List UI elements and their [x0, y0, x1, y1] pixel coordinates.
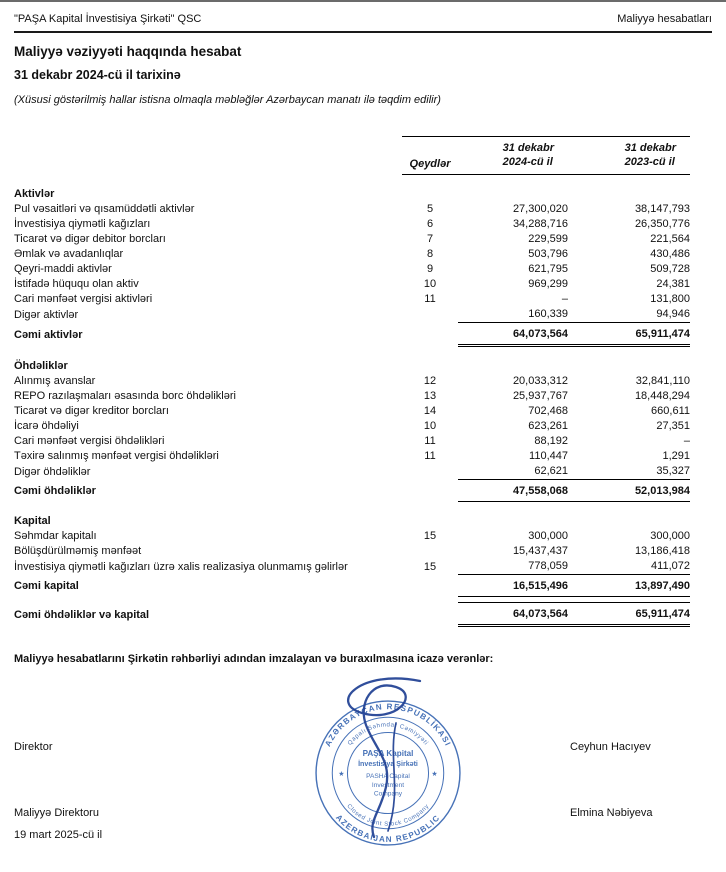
value-2023: 221,564 — [650, 233, 690, 246]
value-2024: 229,599 — [528, 233, 568, 246]
statement-table — [14, 136, 690, 627]
table-row — [14, 574, 690, 596]
signature-area — [14, 669, 712, 845]
table-row — [14, 544, 690, 559]
signatory-role: Maliyyə Direktoru — [14, 806, 99, 819]
row-label: Bölüşdürülməmiş mənfəət — [14, 545, 142, 558]
stamp-center-line: Company — [373, 789, 403, 797]
row-label: Digər öhdəliklər — [14, 465, 91, 478]
value-2024: 27,300,020 — [512, 203, 568, 216]
stamp-center-line: İnvestisiya Şirkəti — [358, 759, 418, 768]
signatory-name: Elmina Nəbiyeva — [570, 806, 653, 819]
value-2024: 503,796 — [528, 248, 568, 261]
value-2024: 110,447 — [529, 450, 568, 463]
value-2023: 13,186,418 — [634, 545, 690, 558]
note-reference — [402, 322, 458, 345]
note-reference: 8 — [426, 248, 434, 261]
table-row — [14, 277, 690, 292]
table-row — [14, 232, 690, 247]
row-label: Ticarət və digər kreditor borcları — [14, 405, 169, 418]
table-row — [14, 464, 690, 480]
stamp-star-icon: ★ — [338, 769, 345, 778]
note-reference: 12 — [423, 375, 437, 388]
value-2023: 13,897,490 — [568, 574, 690, 596]
section-title-row — [14, 174, 690, 202]
section-title: Öhdəliklər — [14, 359, 68, 372]
note-reference: 15 — [423, 560, 437, 573]
note-reference — [402, 602, 458, 625]
stamp-ring-bottom-text: AZERBAIJAN REPUBLIC — [334, 812, 442, 844]
row-label: Cəmi öhdəliklər — [14, 485, 96, 498]
value-2024: – — [561, 293, 568, 306]
table-row — [14, 292, 690, 307]
column-header-2023-line1: 31 dekabr — [624, 142, 676, 154]
row-label: İstifadə hüququ olan aktiv — [14, 278, 139, 291]
signatory-role: Direktor — [14, 740, 53, 753]
note-reference: 11 — [424, 293, 436, 306]
stamp-inner-bottom-text: Closed Joint Stock Company — [345, 802, 431, 828]
row-label: Alınmış avanslar — [14, 375, 96, 388]
value-2023: 430,486 — [650, 248, 690, 261]
stamp-center-line: PAŞA Kapital — [362, 748, 414, 758]
currency-note: (Xüsusi göstərilmiş hallar istisna olmaqla məbləğlər Azərbaycan manatı ilə təqdim edilir) — [14, 94, 441, 106]
value-2023: – — [683, 435, 690, 448]
row-label: Ticarət və digər debitor borcları — [14, 233, 166, 246]
row-label: Pul vəsaitləri və qısamüddətli aktivlər — [14, 203, 195, 216]
table-row — [14, 247, 690, 262]
row-label: Digər aktivlər — [14, 308, 79, 321]
table-row — [14, 529, 690, 544]
signatory-name: Ceyhun Hacıyev — [570, 740, 651, 753]
row-label: REPO razılaşmaları əsasında borc öhdəlikləri — [14, 390, 236, 403]
table-row — [14, 404, 690, 419]
table-row — [14, 559, 690, 575]
column-header-2024 — [458, 137, 568, 175]
table-row — [14, 479, 690, 501]
row-label: Cari mənfəət vergisi öhdəlikləri — [14, 435, 165, 448]
note-reference — [402, 544, 458, 559]
value-2023: 65,911,474 — [568, 602, 690, 625]
table-row — [14, 449, 690, 464]
authorization-note: Maliyyə hesabatlarını Şirkətin rəhbərliyi adından imzalayan və buraxılmasına icazə verənlər: — [14, 652, 494, 665]
value-2023: 35,327 — [656, 465, 690, 478]
value-2024: 969,299 — [528, 278, 568, 291]
note-reference: 5 — [426, 203, 434, 216]
header-spacer — [14, 137, 402, 175]
note-reference — [402, 479, 458, 501]
note-reference: 11 — [424, 435, 436, 448]
value-2024: 621,795 — [528, 263, 568, 276]
column-header-2024-line2: 2024-cü il — [502, 156, 553, 169]
statement-title: Maliyyə vəziyyəti haqqında hesabat — [14, 44, 242, 59]
value-2024: 88,192 — [534, 435, 568, 448]
note-reference: 13 — [423, 390, 437, 403]
table-row — [14, 419, 690, 434]
value-2023: 660,611 — [651, 405, 690, 418]
note-reference: 10 — [423, 278, 437, 291]
table-row — [14, 262, 690, 277]
value-2023: 65,911,474 — [568, 322, 690, 345]
section-title: Aktivlər — [14, 187, 55, 200]
value-2023: 411,072 — [651, 560, 690, 573]
value-2023: 38,147,793 — [634, 203, 690, 216]
value-2023: 509,728 — [650, 263, 690, 276]
value-2023: 52,013,984 — [568, 479, 690, 501]
company-name: "PAŞA Kapital İnvestisiya Şirkəti" QSC — [14, 13, 202, 25]
table-header-row — [14, 137, 690, 175]
statement-date-subtitle: 31 dekabr 2024-cü il tarixinə — [14, 68, 181, 82]
value-2023: 18,448,294 — [634, 390, 690, 403]
row-label: İcarə öhdəliyi — [14, 420, 79, 433]
row-label: Əmlak və avadanlıqlar — [14, 248, 124, 261]
value-2024: 778,059 — [528, 560, 568, 573]
value-2023: 300,000 — [650, 530, 690, 543]
value-2024: 15,437,437 — [512, 545, 568, 558]
row-label: Cəmi kapital — [14, 580, 79, 593]
value-2024: 20,033,312 — [512, 375, 568, 388]
value-2023: 27,351 — [656, 420, 690, 433]
table-row — [14, 434, 690, 449]
value-2023: 131,800 — [650, 293, 690, 306]
value-2024: 623,261 — [528, 420, 568, 433]
handwritten-signature — [300, 669, 490, 841]
stamp-ring-top-text: AZƏRBAYCAN RESPUBLİKASI — [323, 701, 453, 748]
value-2024: 300,000 — [528, 530, 568, 543]
value-2024: 16,515,496 — [458, 574, 568, 596]
value-2024: 47,558,068 — [458, 479, 568, 501]
value-2023: 94,946 — [656, 308, 690, 321]
row-label: Təxirə salınmış mənfəət vergisi öhdəlikləri — [14, 450, 219, 463]
statement-body — [14, 174, 690, 625]
value-2024: 160,339 — [528, 308, 568, 321]
row-label: Cəmi aktivlər — [14, 329, 83, 342]
table-row — [14, 307, 690, 323]
note-reference: 15 — [423, 530, 437, 543]
row-label: Səhmdar kapitalı — [14, 530, 97, 543]
stamp-star-icon: ★ — [431, 769, 438, 778]
table-row — [14, 389, 690, 404]
table-row — [14, 202, 690, 217]
note-reference: 11 — [424, 450, 436, 463]
header-section-label: Maliyyə hesabatları — [617, 13, 712, 25]
report-date: 19 mart 2025-cü il — [14, 828, 103, 841]
value-2024: 64,073,564 — [458, 322, 568, 345]
table-row — [14, 217, 690, 232]
value-2024: 64,073,564 — [458, 602, 568, 625]
section-title-row — [14, 345, 690, 374]
table-row — [14, 602, 690, 625]
table-row — [14, 374, 690, 389]
value-2024: 34,288,716 — [512, 218, 568, 231]
stamp-center-line: PASHA Capital — [366, 772, 410, 780]
row-label: Cəmi öhdəliklər və kapital — [14, 609, 150, 622]
column-header-notes: Qeydlər — [402, 137, 458, 175]
section-title-row — [14, 501, 690, 529]
stamp-inner-top-text: Qapalı Səhmdar Cəmiyyəti — [346, 720, 430, 747]
value-2023: 32,841,110 — [635, 375, 690, 388]
row-label: Cari mənfəət vergisi aktivləri — [14, 293, 153, 306]
value-2024: 702,468 — [528, 405, 568, 418]
value-2024: 62,621 — [534, 465, 568, 478]
table-row — [14, 322, 690, 345]
column-header-2024-line1: 31 dekabr — [502, 142, 554, 154]
row-label: İnvestisiya qiymətli kağızları üzrə xalis realizasiya olunmamış gəlirlər — [14, 560, 348, 573]
note-reference: 6 — [426, 218, 434, 231]
section-title: Kapital — [14, 514, 51, 527]
note-reference — [402, 307, 458, 323]
row-label: Qeyri-maddi aktivlər — [14, 263, 112, 276]
note-reference — [402, 464, 458, 480]
note-reference: 7 — [426, 233, 434, 246]
value-2023: 26,350,776 — [634, 218, 690, 231]
note-reference: 10 — [423, 420, 437, 433]
row-label: İnvestisiya qiymətli kağızları — [14, 218, 151, 231]
value-2023: 1,291 — [662, 450, 690, 463]
note-reference: 9 — [426, 263, 434, 276]
value-2023: 24,381 — [656, 278, 690, 291]
value-2024: 25,937,767 — [512, 390, 568, 403]
column-header-2023-line2: 2023-cü il — [624, 156, 675, 169]
stamp-center-line: Investment — [371, 781, 405, 789]
note-reference: 14 — [423, 405, 437, 418]
column-header-2023 — [568, 137, 690, 175]
note-reference — [402, 574, 458, 596]
page-header — [14, 6, 712, 33]
